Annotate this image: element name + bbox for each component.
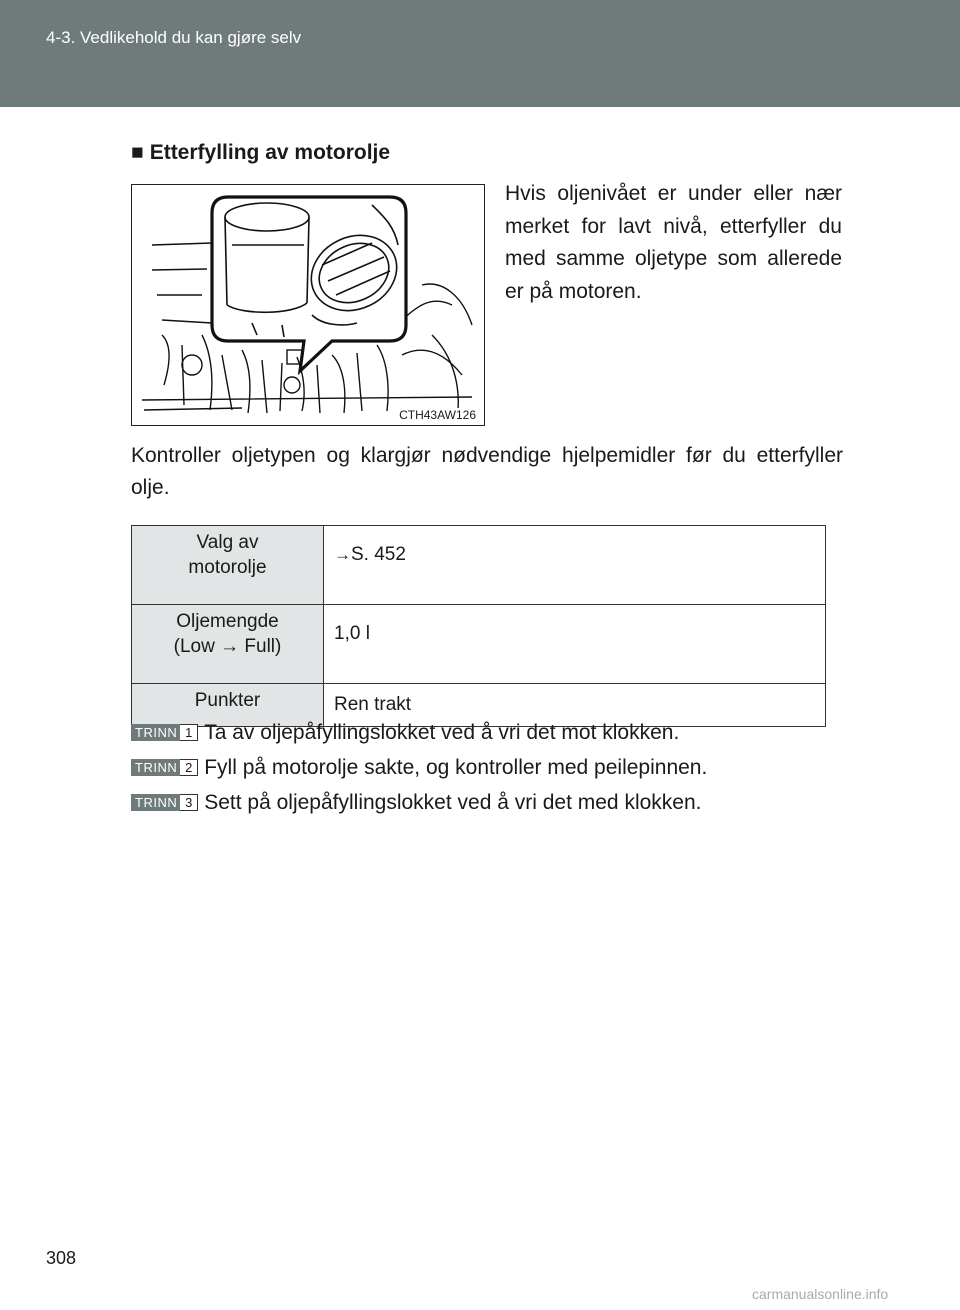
- page-reference: S. 452: [351, 544, 406, 565]
- section-heading-text: Etterfylling av motorolje: [149, 141, 391, 164]
- intro-text: Hvis oljenivået er under eller nær merket for lavt nivå, etterfyller du med samme oljetype som allerede er på motoren.: [505, 182, 842, 303]
- step-text: Fyll på motorolje sakte, og kontroller med peilepinnen.: [204, 756, 708, 779]
- step-2: [131, 756, 707, 780]
- table-value: [324, 526, 826, 605]
- step-1: [131, 721, 679, 745]
- square-bullet-icon: ■: [131, 141, 144, 164]
- step-badge: [131, 759, 198, 776]
- step-badge-number: 3: [180, 794, 198, 811]
- table-key: [132, 526, 324, 605]
- table-key: [132, 605, 324, 684]
- arrow-right-icon: →: [334, 545, 351, 564]
- table-row: [132, 605, 826, 684]
- body-paragraph: Kontroller oljetypen og klargjør nødvendige hjelpemidler før du etterfyller olje.: [131, 444, 843, 499]
- step-badge-number: 1: [180, 724, 198, 741]
- step-text: Ta av oljepåfyllingslokket ved å vri det mot klokken.: [204, 721, 680, 744]
- step-badge: [131, 724, 198, 741]
- step-text: Sett på oljepåfyllingslokket ved å vri det med klokken.: [204, 791, 702, 814]
- spec-table: [131, 525, 826, 727]
- engine-illustration: [131, 184, 485, 426]
- table-key-line: motorolje: [188, 557, 267, 578]
- table-key-line: Oljemengde: [176, 611, 279, 632]
- step-badge-label: TRINN: [131, 794, 180, 811]
- step-badge: [131, 794, 198, 811]
- step-badge-number: 2: [180, 759, 198, 776]
- chapter-title: 4-3. Vedlikehold du kan gjøre selv: [46, 28, 302, 47]
- table-row: [132, 526, 826, 605]
- table-key-line: Valg av: [196, 532, 259, 553]
- watermark: carmanualsonline.info: [752, 1286, 889, 1302]
- table-value: Ren trakt: [324, 684, 826, 727]
- table-key-line: (Low → Full): [173, 636, 282, 657]
- table-value: 1,0 l: [324, 605, 826, 684]
- figure-code: CTH43AW126: [399, 408, 476, 422]
- engine-drawing: [132, 185, 484, 425]
- table-key: Punkter: [132, 684, 324, 727]
- step-3: [131, 791, 701, 815]
- section-heading: [131, 141, 390, 165]
- page-number: 308: [46, 1248, 77, 1268]
- step-badge-label: TRINN: [131, 759, 180, 776]
- step-badge-label: TRINN: [131, 724, 180, 741]
- page-header: [0, 0, 960, 107]
